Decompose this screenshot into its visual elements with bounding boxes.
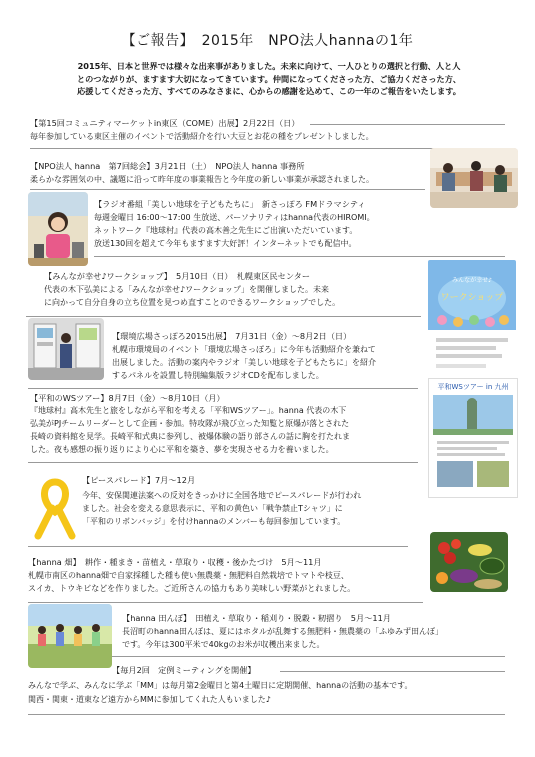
workshop-heading: 【みんなが幸せ♪ワークショップ】 5月10日（日） 札幌東区民センター xyxy=(44,271,311,281)
intro-line: とのつながりが、ますます大切になってきています。仲間になってくださった方、ご協力くださった方、 xyxy=(76,73,462,84)
monthly-meeting-body-line: 関西・関東・道東など遠方からMMに参加してくれた人もいました♪ xyxy=(28,695,271,704)
svg-text:ワークショップ: ワークショップ xyxy=(440,293,504,303)
divider xyxy=(28,714,505,715)
page-title: 【ご報告】 2015年 NPO法人hannaの1年 xyxy=(121,33,414,49)
divider xyxy=(28,546,408,547)
divider xyxy=(280,671,505,672)
peace-tour-body-line: した。夜も感想の振り返りにより心に平和を築き、夢を実現させる力を養いました。 xyxy=(30,445,334,454)
farm-body-line: スイカ、トウキビなどを作りました。ご近所さんの協力もあり美味しい野菜がとれました。 xyxy=(28,584,356,593)
intro-line: 2015年、日本と世界では様々な出来事がありました。未来に向けて、一人ひとりの選択と行動、人と人 xyxy=(77,61,461,71)
divider xyxy=(28,602,423,603)
workshop-body-line: 代表の木下弘美による「みんなが幸せ♪ワークショップ」を開催しました。未来 xyxy=(44,285,329,294)
vegetables-photo xyxy=(430,532,508,592)
general-meeting-body: 柔らかな雰囲気の中、議題に沿って昨年度の事業報告と今年度の新しい事業が承認されました。 xyxy=(30,175,374,184)
rice-field-body-line: です。今年は300平米で40kgのお米が収穫出来ました。 xyxy=(122,640,325,649)
rice-field-photo xyxy=(28,604,112,668)
farm-body-line: 札幌市南区のhanna畑で自家採種した種も使い無農薬・無肥料自然栽培でトマトや枝豆、 xyxy=(28,571,349,580)
general-meeting-heading: 【NPO法人 hanna 第7回総会】3月21日（土） NPO法人 hanna 事務所 xyxy=(30,161,305,171)
divider xyxy=(28,462,418,463)
divider xyxy=(94,256,505,257)
monthly-meeting-heading: 【毎月2回 定例ミーティングを開催】 xyxy=(112,665,256,675)
intro-paragraph xyxy=(44,60,494,98)
radio-body-line: 毎週金曜日 16:00～17:00 生放送、パーソナリティはhanna代表のHIROMI。 xyxy=(94,213,375,222)
peace-parade-body-line: 「平和のリボンバッジ」を付けhannaのメンバーも毎回参加しています。 xyxy=(82,517,346,526)
come-body: 毎年参加している東区主催のイベントで活動紹介を行い大豆とお花の種をプレゼントしました。 xyxy=(30,132,374,141)
intro-line: 応援してくださった方、すべてのみなさまに、心からの感謝を込めて、この一年のご報告をいたします。 xyxy=(77,86,461,96)
environment-fair-body-line: 札幌市環境局のイベント「環境広場さっぽろ」に今年も活動紹介を兼ねて xyxy=(112,345,376,354)
peace-parade-body-line: ました。社会を変える意思表示に、平和の黄色い「戦争禁止Tシャツ」に xyxy=(82,504,343,513)
yellow-ribbon-icon xyxy=(30,476,80,540)
divider xyxy=(30,189,425,190)
environment-fair-heading: 【環境広場さっぽろ2015出展】 7月31日（金）～8月2日（日） xyxy=(112,331,352,341)
workshop-body-line: に向かって自分自身の立ち位置を見つめ直すことのできるワークショップでした。 xyxy=(44,298,341,307)
radio-body-line: 放送130回を超えて今年もますます大好評！インターネットでも配信中。 xyxy=(94,239,357,248)
divider xyxy=(112,656,505,657)
divider xyxy=(310,124,505,125)
farm-heading: 【hanna 畑】 耕作・種まき・苗植え・草取り・収穫・後かたづけ 5月～11月 xyxy=(28,557,322,567)
peace-tour-body-line: 『地球村』高木先生と旅をしながら平和を考える「平和WSツアー」。hanna 代表の木下 xyxy=(30,406,347,415)
svg-text:みんなが幸せ♪: みんなが幸せ♪ xyxy=(452,277,492,284)
radio-studio-photo xyxy=(28,192,88,266)
peace-tour-poster-title: 平和WSツアー in 九州 xyxy=(437,383,509,391)
rice-field-body-line: 長沼町のhanna田んぼは、夏にはホタルが乱舞する無肥料・無農薬の「ふゆみず田んぼ」 xyxy=(122,627,444,636)
radio-body-line: ネットワーク『地球村』代表の高木善之先生にご出演いただいています。 xyxy=(94,226,358,235)
environment-fair-body-line: 出展しました。活動の案内やラジオ「美しい地球を子どもたちに」を紹介 xyxy=(112,358,376,367)
peace-tour-poster xyxy=(428,378,518,498)
peace-tour-body-line: 弘美がPJチームリーダーとして企画・参加。特攻隊が飛び立った知覧と原爆が落とされた xyxy=(30,419,350,428)
radio-heading: 【ラジオ番組「美しい地球を子どもたちに」 新さっぽろ FMドラマシティ xyxy=(94,199,366,209)
peace-parade-body-line: 今年、安保関連法案への反対をきっかけに全国各地でピースパレードが行われ xyxy=(82,491,362,500)
monthly-meeting-body-line: みんなで学ぶ、みんなに学ぶ「MM」は毎月第2金曜日と第4土曜日に定期開催、hannaの活動の基本です。 xyxy=(28,681,413,690)
peace-tour-heading: 【平和のWSツアー】8月7日（金）～8月10日（月） xyxy=(30,393,225,403)
come-heading: 【第15回コミュニティマーケットin東区（COME）出展】2月22日（日） xyxy=(30,118,300,128)
peace-tour-body-line: 長崎の資料館を見学。長崎平和式典に参列し、被爆体験の語り部さんの話に胸を打たれま xyxy=(30,432,350,441)
divider xyxy=(28,388,418,389)
peace-parade-heading: 【ピースパレード】7月～12月 xyxy=(82,475,196,485)
workshop-flyer-image xyxy=(428,260,516,376)
environment-fair-photo xyxy=(28,318,104,380)
divider xyxy=(26,316,421,317)
rice-field-heading: 【hanna 田んぼ】 田植え・草取り・稲刈り・脱穀・籾摺り 5月～11月 xyxy=(122,613,391,623)
general-meeting-photo xyxy=(430,148,518,208)
environment-fair-body-line: するパネルを設置し特別編集版ラジオCDを配布しました。 xyxy=(112,371,324,380)
